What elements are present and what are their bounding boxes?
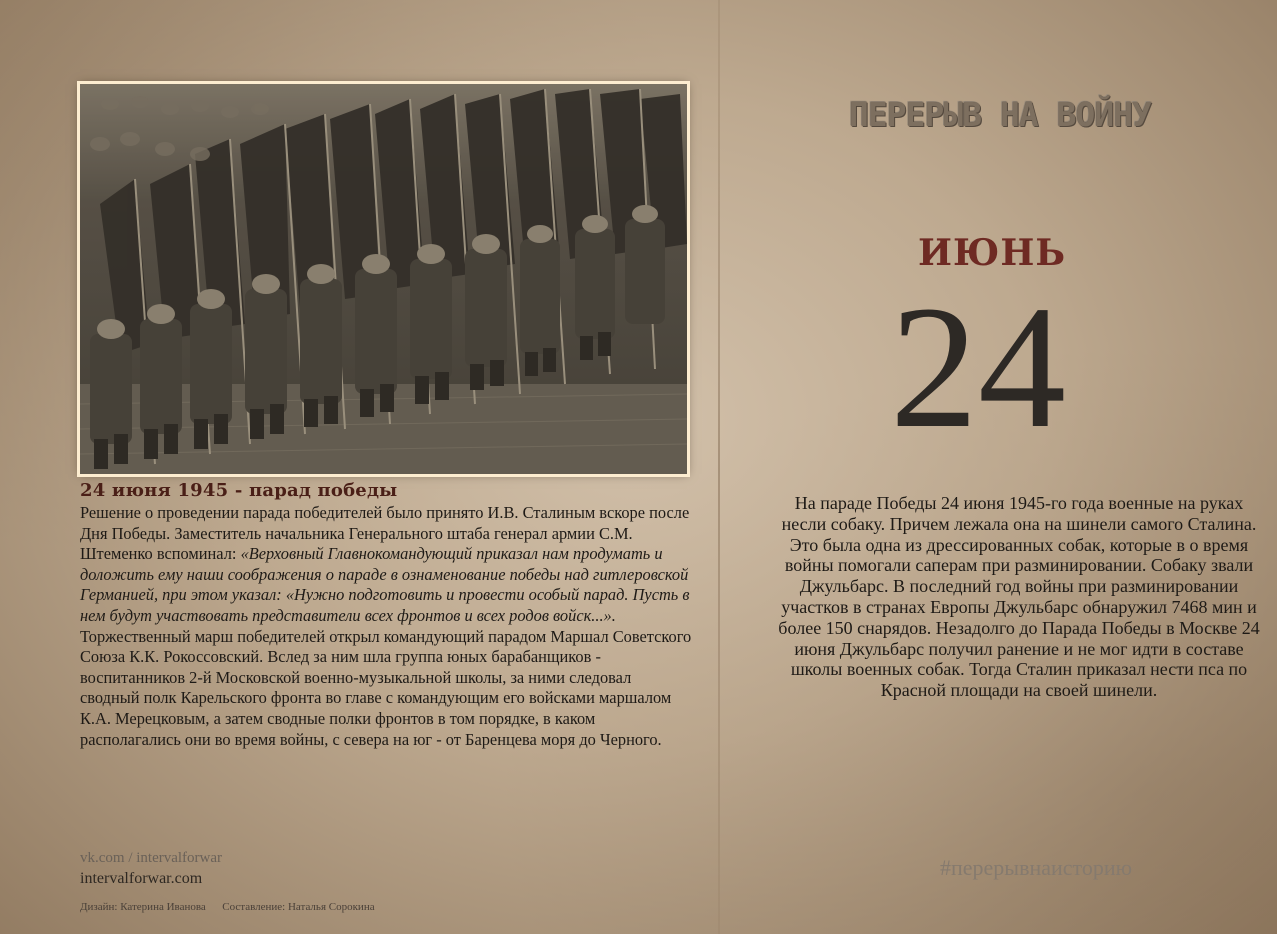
credits: Дизайн: Катерина Иванова Составление: Наталья Сорокина xyxy=(80,901,375,913)
history-intro: Решение о проведении парада победителей было принято И.В. Сталиным вскоре после Дня Победы. Заместитель начальника Генерального штаба генерал армии С.М. Штеменко вспоминал: xyxy=(80,503,690,564)
header-stamp xyxy=(806,94,1194,134)
vk-link[interactable]: vk.com / intervalforwar xyxy=(80,850,223,866)
parade-photo xyxy=(80,84,687,474)
series-title: ПЕРЕРЫВ НА ВОЙНУ xyxy=(849,94,1151,134)
parade-history-text xyxy=(80,503,692,750)
calendar-day: 24 xyxy=(890,270,1066,465)
page-fold xyxy=(718,0,720,934)
site-link[interactable]: intervalforwar.com xyxy=(80,870,203,887)
dzhulbars-story: На параде Победы 24 июня 1945-го года военные на руках несли собаку. Причем лежала она на шинели самого Сталина. Это была одна из дрессированных собак, которые в о время войны помогали саперам при разминировании. Собаку звали Джульбарс. В последний год войны при разминировании участков в странах Европы Джульбарс обнаружил 7468 мин и более 150 снарядов. Незадолго до Парада Победы в Москве 24 июня Джульбарс получил ранение и не мог идти в составе школы военных собак. Тогда Сталин приказал нести пса по Красной площади на своей шинели. xyxy=(778,493,1260,701)
photo-caption: 24 июня 1945 - парад победы xyxy=(80,480,398,501)
history-continuation: Торжественный марш победителей открыл командующий парадом Маршал Советского Союза К.К. Рокоссовский. Вслед за ним шла группа юных барабанщиков - воспитанников 2-й Московской военно-музыкальной школы, за ними следовал сводный полк Карельского фронта во главе с командующим его войсками маршалом К.А. Мерецковым, а затем сводные полки фронтов в том порядке, в каком располагались они во время войны, с севера на юг - от Баренцева моря до Черного. xyxy=(80,626,692,749)
hashtag: #перерывнаисторию xyxy=(940,855,1133,880)
calendar-month: ИЮНЬ xyxy=(918,232,1067,274)
shtemenko-quote: «Верховный Главнокомандующий приказал нам продумать и доложить ему наши соображения о параде в ознаменование победы над гитлеровской Германией, при этом указал: «Нужно подготовить и провести особый парад. Пусть в нем будут участвовать представители всех фронтов и всех родов войск...». xyxy=(80,544,690,625)
parade-photo-illustration xyxy=(80,84,687,474)
